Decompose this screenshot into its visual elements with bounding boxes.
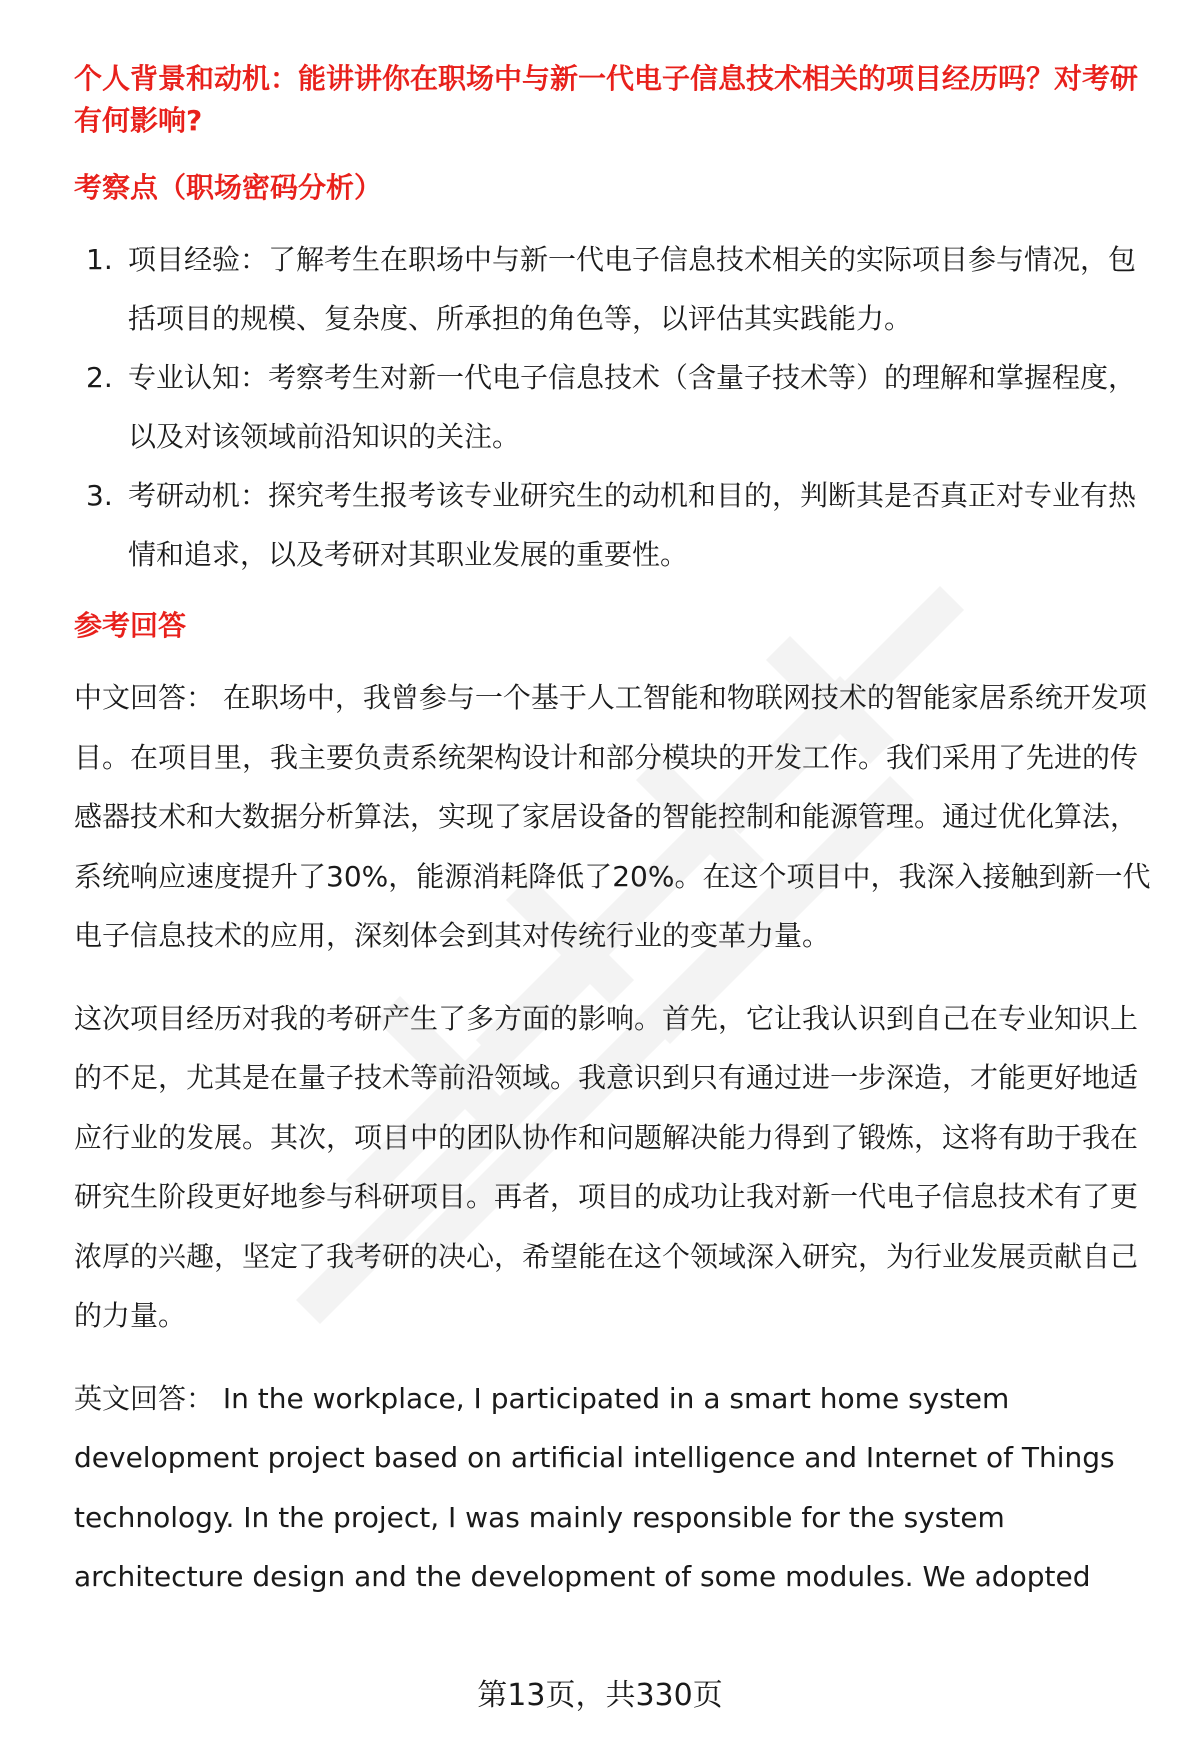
list-item bbox=[74, 466, 1154, 584]
assessment-list bbox=[74, 230, 1154, 584]
chinese-answer-paragraph-2: 这次项目经历对我的考研产生了多方面的影响。首先，它让我认识到自己在专业知识上的不足，尤其是在量子技术等前沿领域。我意识到只有通过进一步深造，才能更好地适应行业的发展。其次，项目中的团队协作和问题解决能力得到了锻炼，这将有助于我在研究生阶段更好地参与科研项目。再者，项目的成功让我对新一代电子信息技术有了更浓厚的兴趣，坚定了我考研的决心，希望能在这个领域深入研究，为行业发展贡献自己的力量。 bbox=[74, 1001, 1139, 1332]
chinese-answer-paragraph: 中文回答： 在职场中，我曾参与一个基于人工智能和物联网技术的智能家居系统开发项目。在项目里，我主要负责系统架构设计和部分模块的开发工作。我们采用了先进的传感器技术和大数据分析算法，实现了家居设备的智能控制和能源管理。通过优化算法，系统响应速度提升了30%，能源消耗降低了20%。在这个项目中，我深入接触到新一代电子信息技术的应用，深刻体会到其对传统行业的变革力量。 bbox=[74, 681, 1151, 952]
list-item bbox=[74, 230, 1154, 348]
list-item-number: 2. bbox=[86, 361, 113, 394]
page-indicator: 第13页，共330页 bbox=[477, 1678, 723, 1713]
answer-heading: 参考回答 bbox=[74, 609, 187, 642]
list-item bbox=[74, 348, 1154, 466]
list-item-number: 1. bbox=[86, 243, 113, 276]
english-answer-paragraph: 英文回答： In the workplace, I participated in a smart home system development project based on artificial intelligence and Internet of Things technology. In the project, I was mainly responsible for the system architecture design and the development of some modules. We adopted bbox=[74, 1381, 1115, 1593]
question-heading: 个人背景和动机：能讲讲你在职场中与新一代电子信息技术相关的项目经历吗？对考研有何影响? bbox=[74, 62, 1139, 137]
list-item-number: 3. bbox=[86, 479, 113, 512]
document-content bbox=[74, 58, 1154, 1607]
list-item-text: 项目经验：了解考生在职场中与新一代电子信息技术相关的实际项目参与情况，包括项目的规模、复杂度、所承担的角色等，以评估其实践能力。 bbox=[128, 243, 1137, 335]
list-item-text: 考研动机：探究考生报考该专业研究生的动机和目的，判断其是否真正对专业有热情和追求，以及考研对其职业发展的重要性。 bbox=[128, 479, 1137, 571]
assessment-heading: 考察点（职场密码分析） bbox=[74, 171, 383, 204]
list-item-text: 专业认知：考察考生对新一代电子信息技术（含量子技术等）的理解和掌握程度，以及对该领域前沿知识的关注。 bbox=[128, 361, 1137, 453]
